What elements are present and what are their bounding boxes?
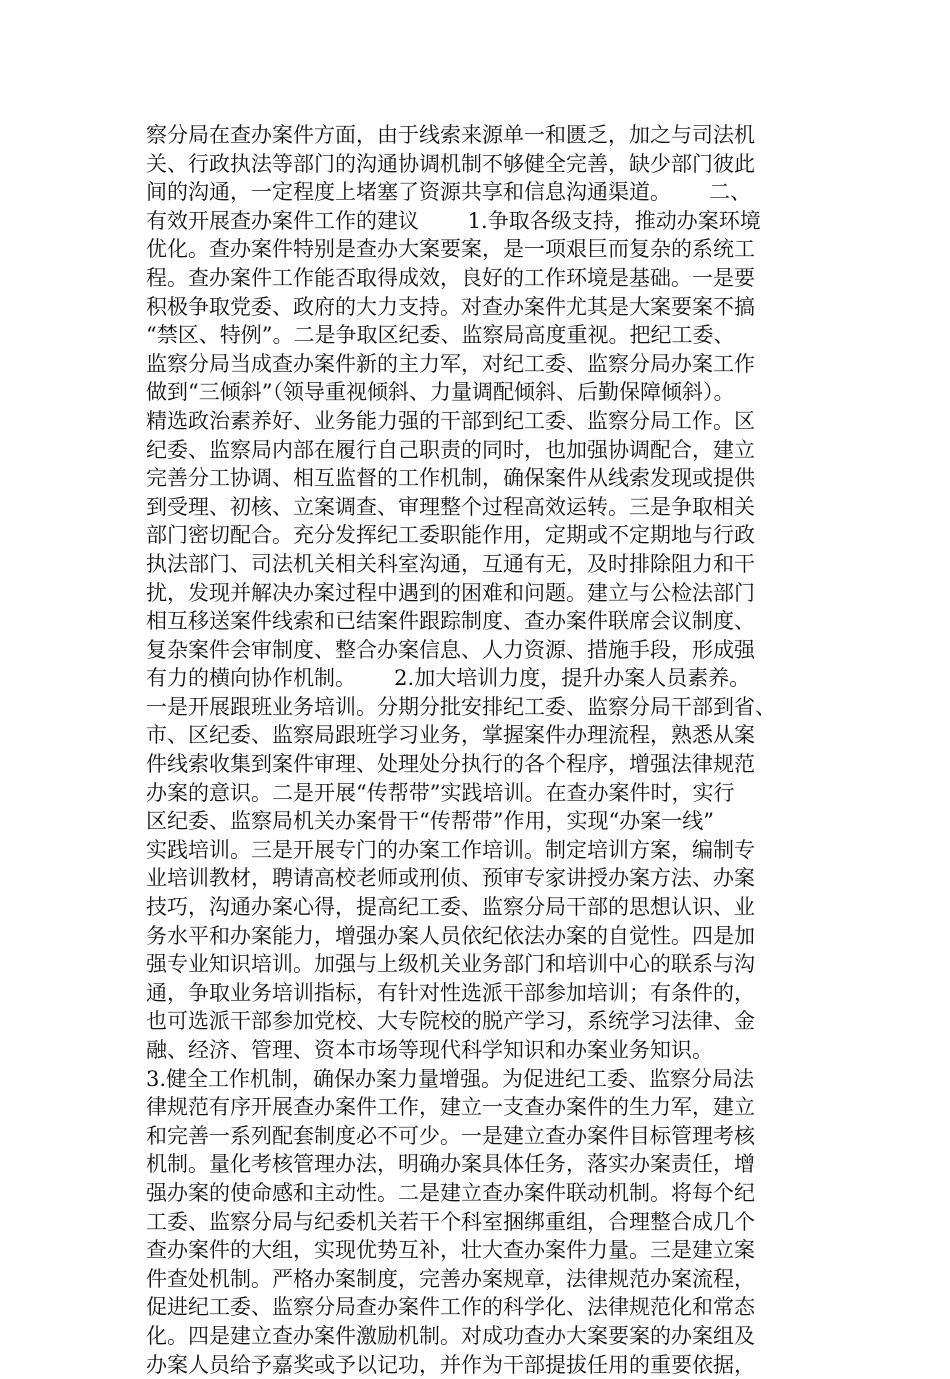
text-line: 促进纪工委、监察分局查办案件工作的科学化、法律规范化和常态 [146, 1295, 755, 1320]
text-line: 律规范有序开展查办案件工作，建立一支查办案件的生力军，建立 [146, 1095, 755, 1120]
text-line: 察分局在查办案件方面，由于线索来源单一和匮乏，加之与司法机 [146, 123, 755, 147]
text-line: 到受理、初核、立案调查、审理整个过程高效运转。三是争取相关 [146, 494, 755, 519]
text-line: 做到“三倾斜”（领导重视倾斜、力量调配倾斜、后勤保障倾斜）。 [146, 380, 735, 405]
text-line: 件查处机制。严格办案制度，完善办案规章，法律规范办案流程， [146, 1266, 755, 1291]
text-line: 通，争取业务培训指标，有针对性选派干部参加培训；有条件的， [146, 980, 755, 1005]
text-line: 机制。量化考核管理办法，明确办案具体任务，落实办案责任，增 [146, 1152, 755, 1177]
text-line: 积极争取党委、政府的大力支持。对查办案件尤其是大案要案不搞 [146, 294, 755, 319]
text-line: 一是开展跟班业务培训。分期分批安排纪工委、监察分局干部到省、 [146, 694, 776, 719]
text-line: 精选政治素养好、业务能力强的干部到纪工委、监察分局工作。区 [146, 408, 755, 433]
text-line: 执法部门、司法机关相关科室沟通，互通有无，及时排除阻力和干 [146, 551, 755, 576]
text-line: 有力的横向协作机制。 2.加大培训力度，提升办案人员素养。 [146, 666, 751, 691]
text-line: 区纪委、监察局机关办案骨干“传帮带”作用，实现“办案一线” [146, 809, 714, 834]
text-line: 复杂案件会审制度、整合办案信息、人力资源、措施手段，形成强 [146, 637, 755, 662]
text-line: 部门密切配合。充分发挥纪工委职能作用，定期或不定期地与行政 [146, 523, 755, 548]
text-line: 优化。查办案件特别是查办大案要案，是一项艰巨而复杂的系统工 [146, 237, 755, 262]
text-line: 市、区纪委、监察局跟班学习业务，掌握案件办理流程，熟悉从案 [146, 723, 755, 748]
text-line: 纪委、监察局内部在履行自己职责的同时，也加强协调配合，建立 [146, 437, 755, 462]
text-line: 强专业知识培训。加强与上级机关业务部门和培训中心的联系与沟 [146, 952, 755, 977]
text-line: 融、经济、管理、资本市场等现代科学知识和办案业务知识。 [146, 1038, 745, 1062]
body-text [146, 121, 806, 1379]
text-line: 强办案的使命感和主动性。二是建立查办案件联动机制。将每个纪 [146, 1180, 755, 1205]
text-line: 务水平和办案能力，增强办案人员依纪依法办案的自觉性。四是加 [146, 923, 755, 948]
text-line: 扰，发现并解决办案过程中遇到的困难和问题。建立与公检法部门 [146, 580, 755, 605]
text-line: 办案人员给予嘉奖或予以记功，并作为干部提拔任用的重要依据， [146, 1352, 755, 1377]
text-line: 实践培训。三是开展专门的办案工作培训。制定培训方案，编制专 [146, 837, 755, 862]
text-line: 业培训教材，聘请高校老师或刑侦、预审专家讲授办案方法、办案 [146, 866, 755, 891]
text-line: 办案的意识。二是开展“传帮带”实践培训。在查办案件时，实行 [146, 780, 735, 805]
text-line: 监察分局当成查办案件新的主力军，对纪工委、监察分局办案工作 [146, 351, 755, 376]
text-line: 和完善一系列配套制度必不可少。一是建立查办案件目标管理考核 [146, 1123, 755, 1148]
text-line: 查办案件的大组，实现优势互补，壮大查办案件力量。三是建立案 [146, 1238, 755, 1263]
text-line: 完善分工协调、相互监督的工作机制，确保案件从线索发现或提供 [146, 466, 755, 491]
text-line: 间的沟通，一定程度上堵塞了资源共享和信息沟通渠道。 二、 [146, 180, 752, 205]
text-line: 化。四是建立查办案件激励机制。对成功查办大案要案的办案组及 [146, 1323, 755, 1348]
text-line: “禁区、特例”。二是争取区纪委、监察局高度重视。把纪工委、 [146, 323, 735, 348]
text-line: 也可选派干部参加党校、大专院校的脱产学习，系统学习法律、金 [146, 1009, 755, 1034]
text-line: 工委、监察分局与纪委机关若干个科室捆绑重组，合理整合成几个 [146, 1209, 755, 1234]
text-line: 相互移送案件线索和已结案件跟踪制度、查办案件联席会议制度、 [146, 609, 755, 634]
text-line: 件线索收集到案件审理、处理处分执行的各个程序，增强法律规范 [146, 752, 755, 777]
text-line: 3.健全工作机制，确保办案力量增强。为促进纪工委、监察分局法 [146, 1066, 755, 1091]
text-line: 关、行政执法等部门的沟通协调机制不够健全完善，缺少部门彼此 [146, 151, 755, 176]
text-line: 技巧，沟通办案心得，提高纪工委、监察分局干部的思想认识、业 [146, 895, 755, 920]
text-line: 有效开展查办案件工作的建议 1.争取各级支持，推动办案环境 [146, 208, 761, 233]
text-line: 程。查办案件工作能否取得成效，良好的工作环境是基础。一是要 [146, 265, 755, 290]
